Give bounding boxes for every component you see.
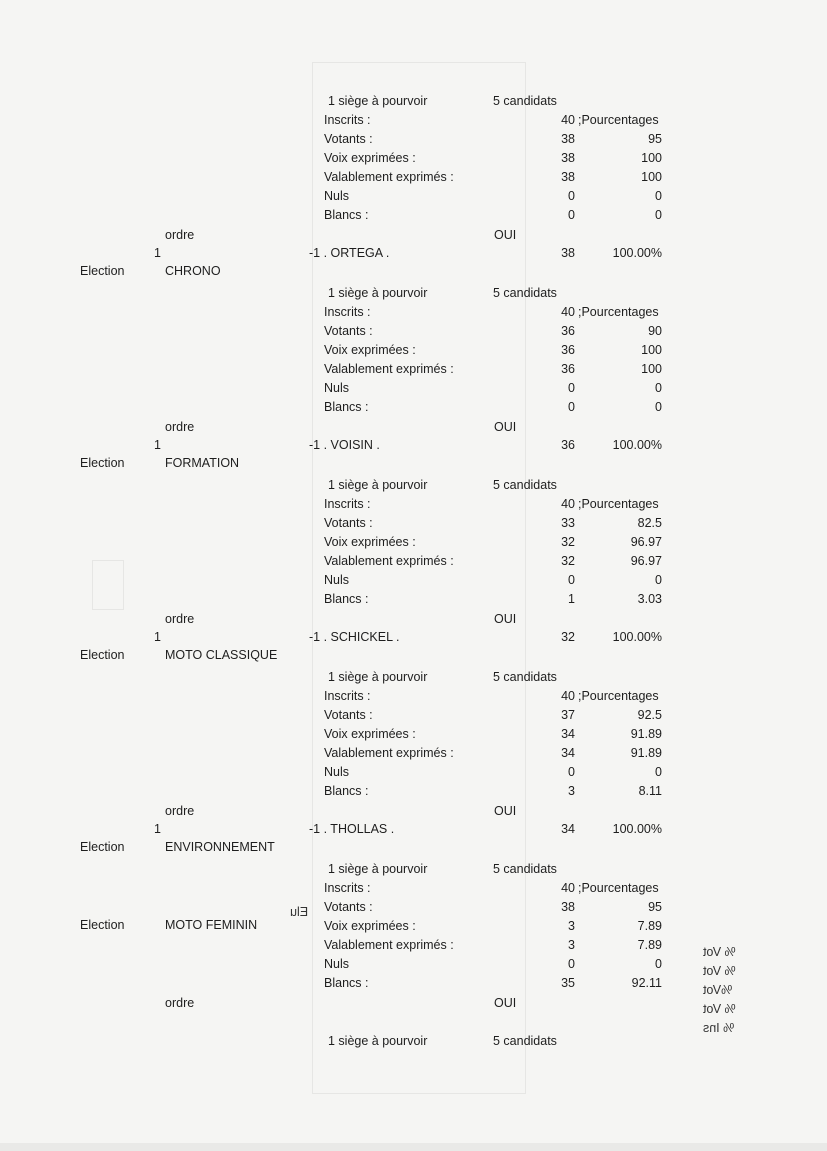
voix-percent: 100 [641, 343, 662, 357]
inscrits-label: Inscrits : [324, 881, 371, 895]
votants-percent: 90 [648, 324, 662, 338]
valablement-exprimes-label: Valablement exprimés : [324, 362, 454, 376]
voix-percent: 7.89 [637, 919, 662, 933]
blancs-percent: 8.11 [638, 784, 662, 798]
nuls-percent: 0 [655, 957, 662, 971]
pourcentages-label: ;Pourcentages [578, 881, 659, 895]
blancs-label: Blancs : [324, 400, 369, 414]
nuls-count: 0 [568, 765, 575, 779]
inscrits-value: 40 [561, 881, 575, 895]
winner-name: -1 . SCHICKEL . [309, 630, 400, 644]
winner-percent: 100.00% [612, 822, 662, 836]
nuls-label: Nuls [324, 957, 350, 971]
inscrits-label: Inscrits : [324, 305, 371, 319]
blancs-label: Blancs : [324, 208, 369, 222]
valables-percent: 100 [641, 362, 662, 376]
election-label: Election [80, 840, 125, 854]
nuls-percent: 0 [655, 381, 662, 395]
election-title: ENVIRONNEMENT [165, 840, 275, 854]
blancs-percent: 0 [655, 400, 662, 414]
winner-percent: 100.00% [612, 630, 662, 644]
blancs-count: 35 [561, 976, 575, 990]
ordre-number: 1 [154, 246, 161, 260]
valables-count: 36 [561, 362, 575, 376]
votants-count: 38 [561, 132, 575, 146]
election-label: Election [80, 264, 125, 278]
nuls-percent: 0 [655, 765, 662, 779]
sieges-label: 1 siège à pourvoir [328, 286, 428, 300]
nuls-percent: 0 [655, 189, 662, 203]
oui-label: OUI [494, 612, 517, 626]
winner-name: -1 . ORTEGA . [309, 246, 390, 260]
pourcentages-label: ;Pourcentages [578, 497, 659, 511]
election-title: MOTO CLASSIQUE [165, 648, 278, 662]
voix-count: 3 [568, 919, 575, 933]
mirrored-right-label: % Ins [703, 1021, 735, 1035]
blancs-percent: 92.11 [631, 976, 662, 990]
valables-percent: 7.89 [637, 938, 662, 952]
ordre-number: 1 [154, 822, 161, 836]
nuls-label: Nuls [324, 189, 350, 203]
mirrored-right-label: %Vot [703, 983, 733, 997]
sieges-label: 1 siège à pourvoir [328, 670, 428, 684]
winner-name: -1 . THOLLAS . [309, 822, 395, 836]
inscrits-value: 40 [561, 497, 575, 511]
ordre-label: ordre [165, 228, 195, 242]
valables-percent: 100 [641, 170, 662, 184]
votants-label: Votants : [324, 132, 373, 146]
candidats-label: 5 candidats [493, 94, 557, 108]
sieges-label: 1 siège à pourvoir [328, 94, 428, 108]
candidats-label: 5 candidats [493, 670, 557, 684]
oui-label: OUI [494, 804, 517, 818]
valablement-exprimes-label: Valablement exprimés : [324, 554, 454, 568]
pourcentages-label: ;Pourcentages [578, 305, 659, 319]
inscrits-label: Inscrits : [324, 113, 371, 127]
ordre-number: 1 [154, 630, 161, 644]
votants-count: 37 [561, 708, 575, 722]
votants-count: 36 [561, 324, 575, 338]
votants-label: Votants : [324, 324, 373, 338]
winner-percent: 100.00% [612, 438, 662, 452]
mirrored-right-label: % Vot [703, 945, 736, 959]
ghost-stamp [92, 560, 124, 610]
blancs-label: Blancs : [324, 592, 369, 606]
sieges-label: 1 siège à pourvoir [328, 862, 428, 876]
voix-count: 36 [561, 343, 575, 357]
pourcentages-label: ;Pourcentages [578, 689, 659, 703]
candidats-label: 5 candidats [493, 1034, 557, 1048]
nuls-label: Nuls [324, 765, 350, 779]
blancs-count: 0 [568, 208, 575, 222]
candidats-label: 5 candidats [493, 862, 557, 876]
valables-count: 3 [568, 938, 575, 952]
sieges-label: 1 siège à pourvoir [328, 478, 428, 492]
votants-percent: 95 [648, 132, 662, 146]
voix-exprimees-label: Voix exprimées : [324, 151, 416, 165]
election-title: MOTO FEMININ [165, 918, 258, 932]
nuls-count: 0 [568, 573, 575, 587]
election-title: FORMATION [165, 456, 240, 470]
ordre-number: 1 [154, 438, 161, 452]
inscrits-value: 40 [561, 113, 575, 127]
ordre-label: ordre [165, 420, 195, 434]
sieges-label: 1 siège à pourvoir [328, 1034, 428, 1048]
nuls-count: 0 [568, 957, 575, 971]
votants-count: 33 [561, 516, 575, 530]
votants-percent: 92.5 [637, 708, 662, 722]
winner-percent: 100.00% [612, 246, 662, 260]
winner-votes: 38 [561, 246, 575, 260]
votants-label: Votants : [324, 900, 373, 914]
oui-label: OUI [494, 996, 517, 1010]
mirrored-right-label: % Vot [703, 964, 736, 978]
valables-count: 32 [561, 554, 575, 568]
blancs-label: Blancs : [324, 976, 369, 990]
candidats-label: 5 candidats [493, 478, 557, 492]
blancs-count: 0 [568, 400, 575, 414]
election-label: Election [80, 648, 125, 662]
nuls-count: 0 [568, 381, 575, 395]
inscrits-value: 40 [561, 689, 575, 703]
winner-votes: 32 [561, 630, 575, 644]
valablement-exprimes-label: Valablement exprimés : [324, 170, 454, 184]
winner-votes: 34 [561, 822, 575, 836]
voix-exprimees-label: Voix exprimées : [324, 343, 416, 357]
voix-percent: 100 [641, 151, 662, 165]
nuls-label: Nuls [324, 381, 350, 395]
valables-count: 38 [561, 170, 575, 184]
valablement-exprimes-label: Valablement exprimés : [324, 938, 454, 952]
voix-count: 32 [561, 535, 575, 549]
election-title: CHRONO [165, 264, 221, 278]
voix-count: 38 [561, 151, 575, 165]
voix-exprimees-label: Voix exprimées : [324, 919, 416, 933]
nuls-count: 0 [568, 189, 575, 203]
election-label: Election [80, 456, 125, 470]
blancs-percent: 0 [655, 208, 662, 222]
oui-label: OUI [494, 228, 517, 242]
ordre-label: ordre [165, 996, 195, 1010]
nuls-label: Nuls [324, 573, 350, 587]
ordre-label: ordre [165, 804, 195, 818]
inscrits-value: 40 [561, 305, 575, 319]
candidats-label: 5 candidats [493, 286, 557, 300]
voix-count: 34 [561, 727, 575, 741]
pourcentages-label: ;Pourcentages [578, 113, 659, 127]
valables-count: 34 [561, 746, 575, 760]
voix-percent: 91.89 [630, 727, 662, 741]
votants-percent: 82.5 [637, 516, 662, 530]
votants-label: Votants : [324, 708, 373, 722]
valables-percent: 96.97 [630, 554, 662, 568]
nuls-percent: 0 [655, 573, 662, 587]
votants-count: 38 [561, 900, 575, 914]
winner-votes: 36 [561, 438, 575, 452]
valables-percent: 91.89 [630, 746, 662, 760]
oui-label: OUI [494, 420, 517, 434]
blancs-percent: 3.03 [637, 592, 662, 606]
page-bottom-edge [0, 1143, 827, 1151]
inscrits-label: Inscrits : [324, 497, 371, 511]
voix-exprimees-label: Voix exprimées : [324, 535, 416, 549]
voix-exprimees-label: Voix exprimées : [324, 727, 416, 741]
mirrored-right-label: % Vot [703, 1002, 736, 1016]
blancs-count: 3 [568, 784, 575, 798]
blancs-label: Blancs : [324, 784, 369, 798]
votants-label: Votants : [324, 516, 373, 530]
voix-percent: 96.97 [630, 535, 662, 549]
ordre-label: ordre [165, 612, 195, 626]
votants-percent: 95 [648, 900, 662, 914]
winner-name: -1 . VOISIN . [309, 438, 380, 452]
inscrits-label: Inscrits : [324, 689, 371, 703]
election-label: Election [80, 918, 125, 932]
valablement-exprimes-label: Valablement exprimés : [324, 746, 454, 760]
blancs-count: 1 [568, 592, 575, 606]
mirrored-elu-label: Elu [290, 905, 309, 919]
